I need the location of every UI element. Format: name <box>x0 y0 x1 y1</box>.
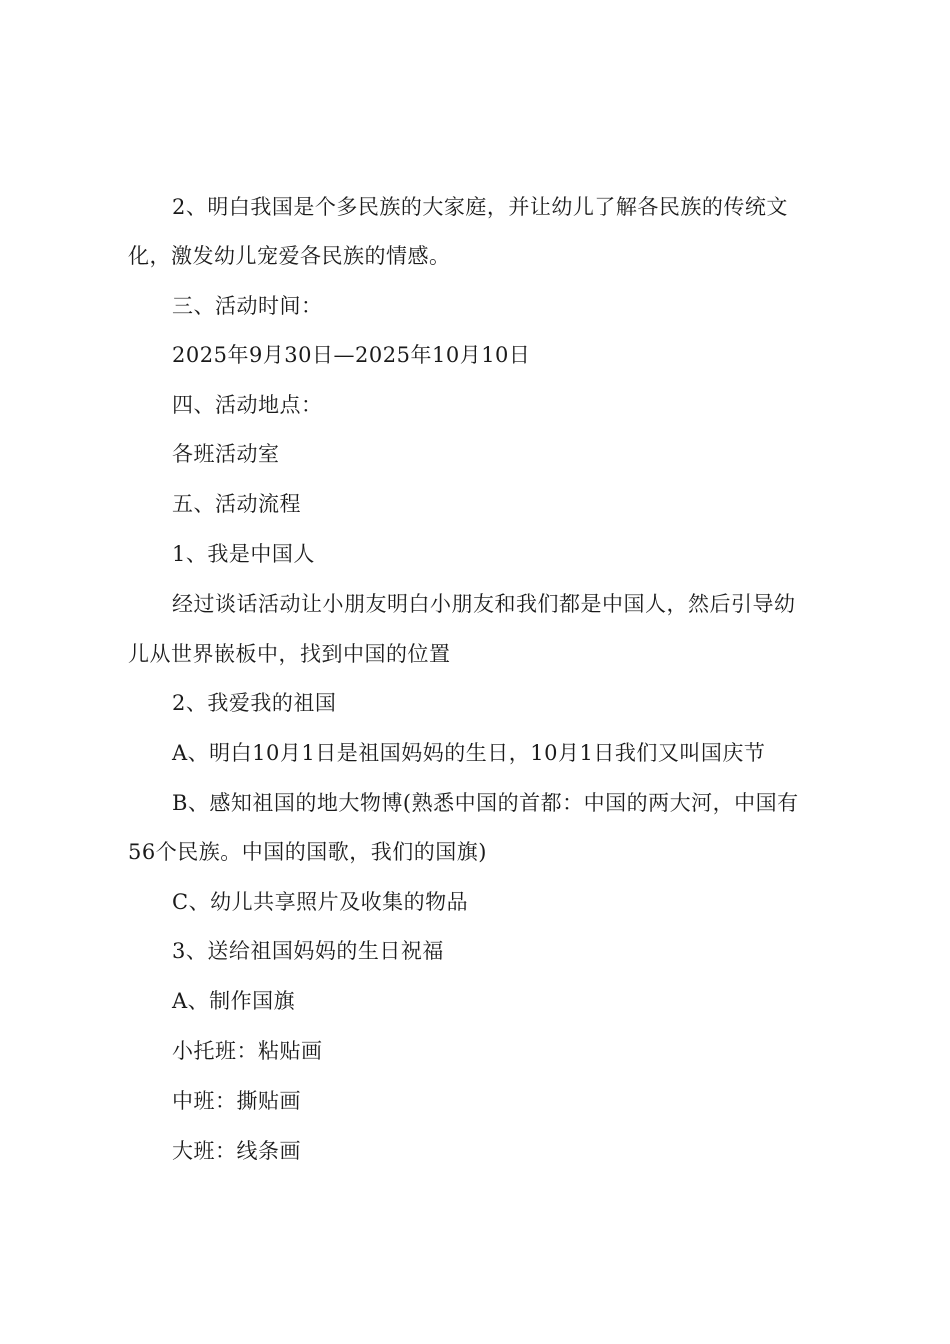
paragraph-line: 儿从世界嵌板中，找到中国的位置 <box>128 642 451 666</box>
paragraph-line: 化，激发幼儿宠爱各民族的情感。 <box>128 244 451 268</box>
list-item: C、幼儿共享照片及收集的物品 <box>172 890 469 914</box>
list-item: A、制作国旗 <box>172 989 296 1013</box>
section-heading: 三、活动时间： <box>172 294 323 318</box>
list-item: 中班：撕贴画 <box>172 1089 301 1113</box>
section-heading: 四、活动地点： <box>172 393 323 417</box>
subheading: 3、送给祖国妈妈的生日祝福 <box>172 939 444 963</box>
list-item: 小托班：粘贴画 <box>172 1039 323 1063</box>
subheading: 1、我是中国人 <box>172 542 315 566</box>
section-heading: 五、活动流程 <box>172 492 301 516</box>
list-item: A、明白10月1日是祖国妈妈的生日，10月1日我们又叫国庆节 <box>172 741 766 765</box>
paragraph-line: 2025年9月30日—2025年10月10日 <box>172 343 531 367</box>
paragraph-line: 2、明白我国是个多民族的大家庭，并让幼儿了解各民族的传统文 <box>172 195 788 219</box>
paragraph-line: 各班活动室 <box>172 442 280 466</box>
list-item-continuation: 56个民族。中国的国歌，我们的国旗) <box>128 840 487 864</box>
list-item: 大班：线条画 <box>172 1139 301 1163</box>
paragraph-line: 经过谈话活动让小朋友明白小朋友和我们都是中国人，然后引导幼 <box>172 592 796 616</box>
subheading: 2、我爱我的祖国 <box>172 691 337 715</box>
list-item: B、感知祖国的地大物博(熟悉中国的首都：中国的两大河，中国有 <box>172 791 799 815</box>
